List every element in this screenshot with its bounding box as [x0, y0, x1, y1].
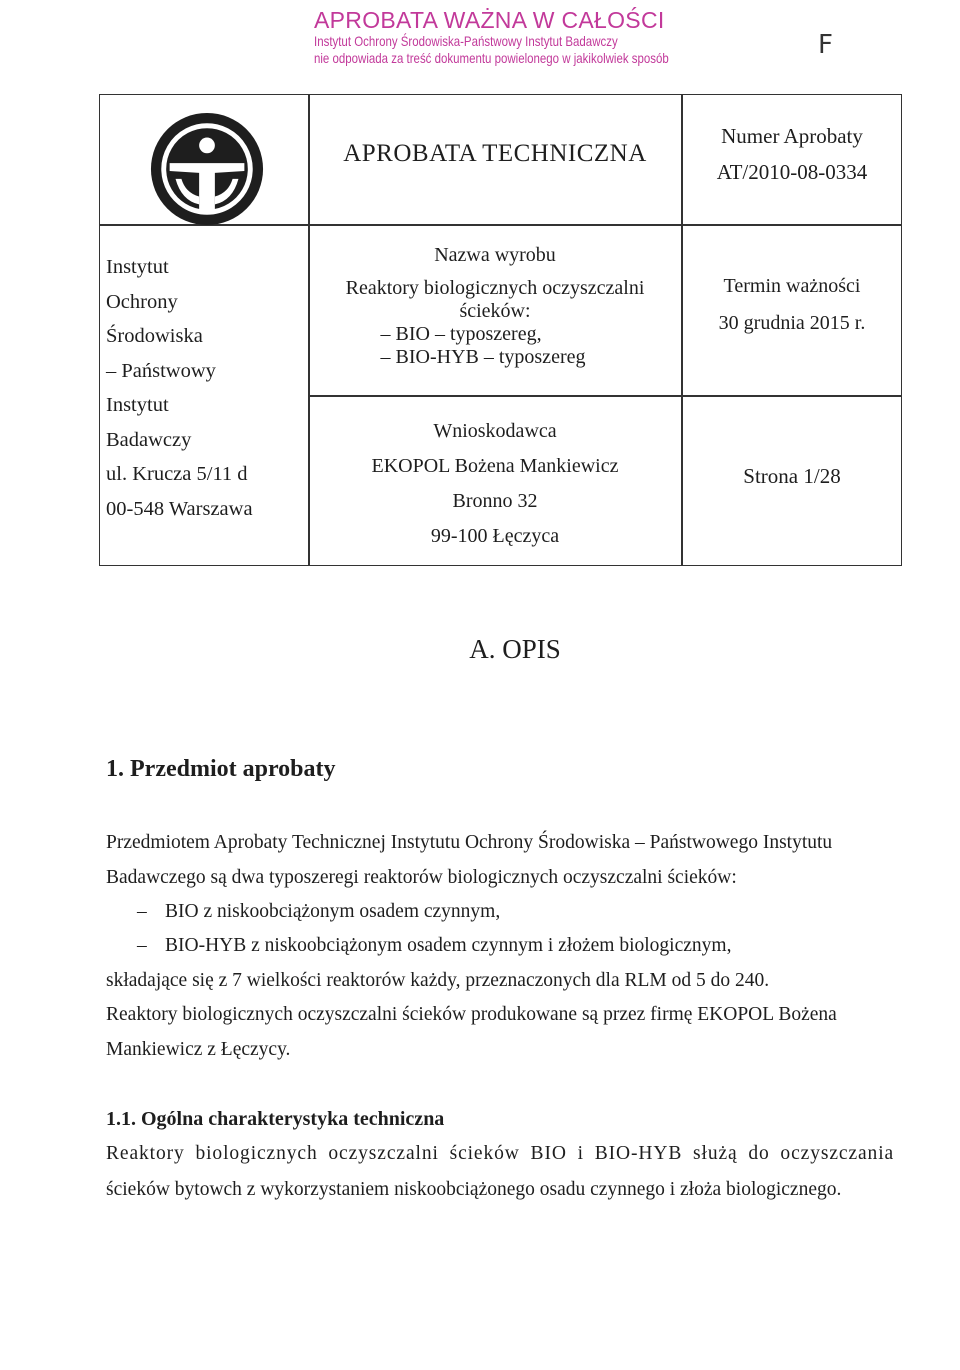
bullet-item: BIO-HYB z niskoobciążonym osadem czynnym i złożem biologicznym,: [165, 935, 732, 956]
applicant-address: 99-100 Łęczyca: [430, 525, 560, 547]
handwritten-mark: F: [818, 30, 833, 60]
paragraph-line: Reaktory biologicznych oczyszczalni ścieków BIO i BIO-HYB służą do oczyszczania: [106, 1143, 895, 1164]
product-series-item: – BIO-HYB – typoszereg: [380, 346, 586, 368]
page-number: Strona 1/28: [743, 464, 841, 488]
institute-address: [106, 250, 253, 526]
paragraph-line: Reaktory biologicznych oczyszczalni ścieków produkowane są przez firmę EKOPOL Bożena: [106, 1004, 837, 1025]
bullet-dash: –: [137, 935, 147, 956]
applicant-label: Wnioskodawca: [433, 420, 557, 442]
document-title: APROBATA TECHNICZNA: [343, 140, 647, 167]
paragraph-line: Badawczego są dwa typoszeregi reaktorów biologicznych oczyszczalni ścieków:: [106, 867, 737, 888]
stamp-line-1: APROBATA WAŻNA W CAŁOŚCI: [314, 7, 665, 33]
product-series-item: – BIO – typoszereg,: [380, 323, 542, 345]
approval-number-value: AT/2010-08-0334: [716, 160, 868, 184]
applicant-address: Bronno 32: [452, 490, 538, 512]
table-divider: [308, 395, 902, 397]
validity-stamp: [314, 8, 747, 66]
product-name-line: Reaktory biologicznych oczyszczalni: [345, 277, 645, 299]
stamp-line-2: Instytut Ochrony Środowiska-Państwowy Instytut Badawczy: [314, 33, 618, 50]
paragraph-line: ścieków bytowch z wykorzystaniem niskoobciążonego osadu czynnego i złoża biologicznego.: [106, 1179, 842, 1200]
stamp-line-3: nie odpowiada za treść dokumentu powielonego w jakikolwiek sposób: [314, 49, 669, 66]
institute-line: Badawczy: [106, 428, 192, 451]
validity-date: 30 grudnia 2015 r.: [718, 312, 866, 334]
institute-line: Środowiska: [106, 325, 203, 347]
section-title: A. OPIS: [469, 634, 561, 664]
institute-line: – Państwowy: [106, 359, 216, 382]
validity-label: Termin ważności: [723, 275, 861, 297]
bullet-item: BIO z niskoobciążonym osadem czynnym,: [165, 901, 501, 922]
institute-line: 00-548 Warszawa: [106, 497, 253, 520]
product-cell: [310, 244, 680, 369]
general-heading: 1.1. Ogólna charakterystyka techniczna: [106, 1108, 445, 1130]
applicant-cell: [310, 414, 680, 554]
approval-number-label: Numer Aprobaty: [721, 124, 863, 148]
applicant-name: EKOPOL Bożena Mankiewicz: [371, 455, 619, 477]
bullet-dash: –: [137, 901, 147, 922]
product-label: Nazwa wyrobu: [434, 244, 556, 266]
institute-logo-icon: [148, 110, 266, 228]
paragraph-line: Przedmiotem Aprobaty Technicznej Instytutu Ochrony Środowiska – Państwowego Instytutu: [106, 832, 833, 853]
paragraph-line: składające się z 7 wielkości reaktorów każdy, przeznaczonych dla RLM od 5 do 240.: [106, 970, 770, 991]
paragraph-line: Mankiewicz z Łęczycy.: [106, 1039, 291, 1060]
product-name-line: ścieków:: [459, 300, 531, 322]
institute-line: Instytut: [106, 394, 169, 416]
institute-line: Instytut: [106, 256, 169, 278]
institute-line: ul. Krucza 5/11 d: [106, 463, 248, 485]
institute-line: Ochrony: [106, 290, 178, 313]
subject-heading: 1. Przedmiot aprobaty: [106, 756, 336, 782]
